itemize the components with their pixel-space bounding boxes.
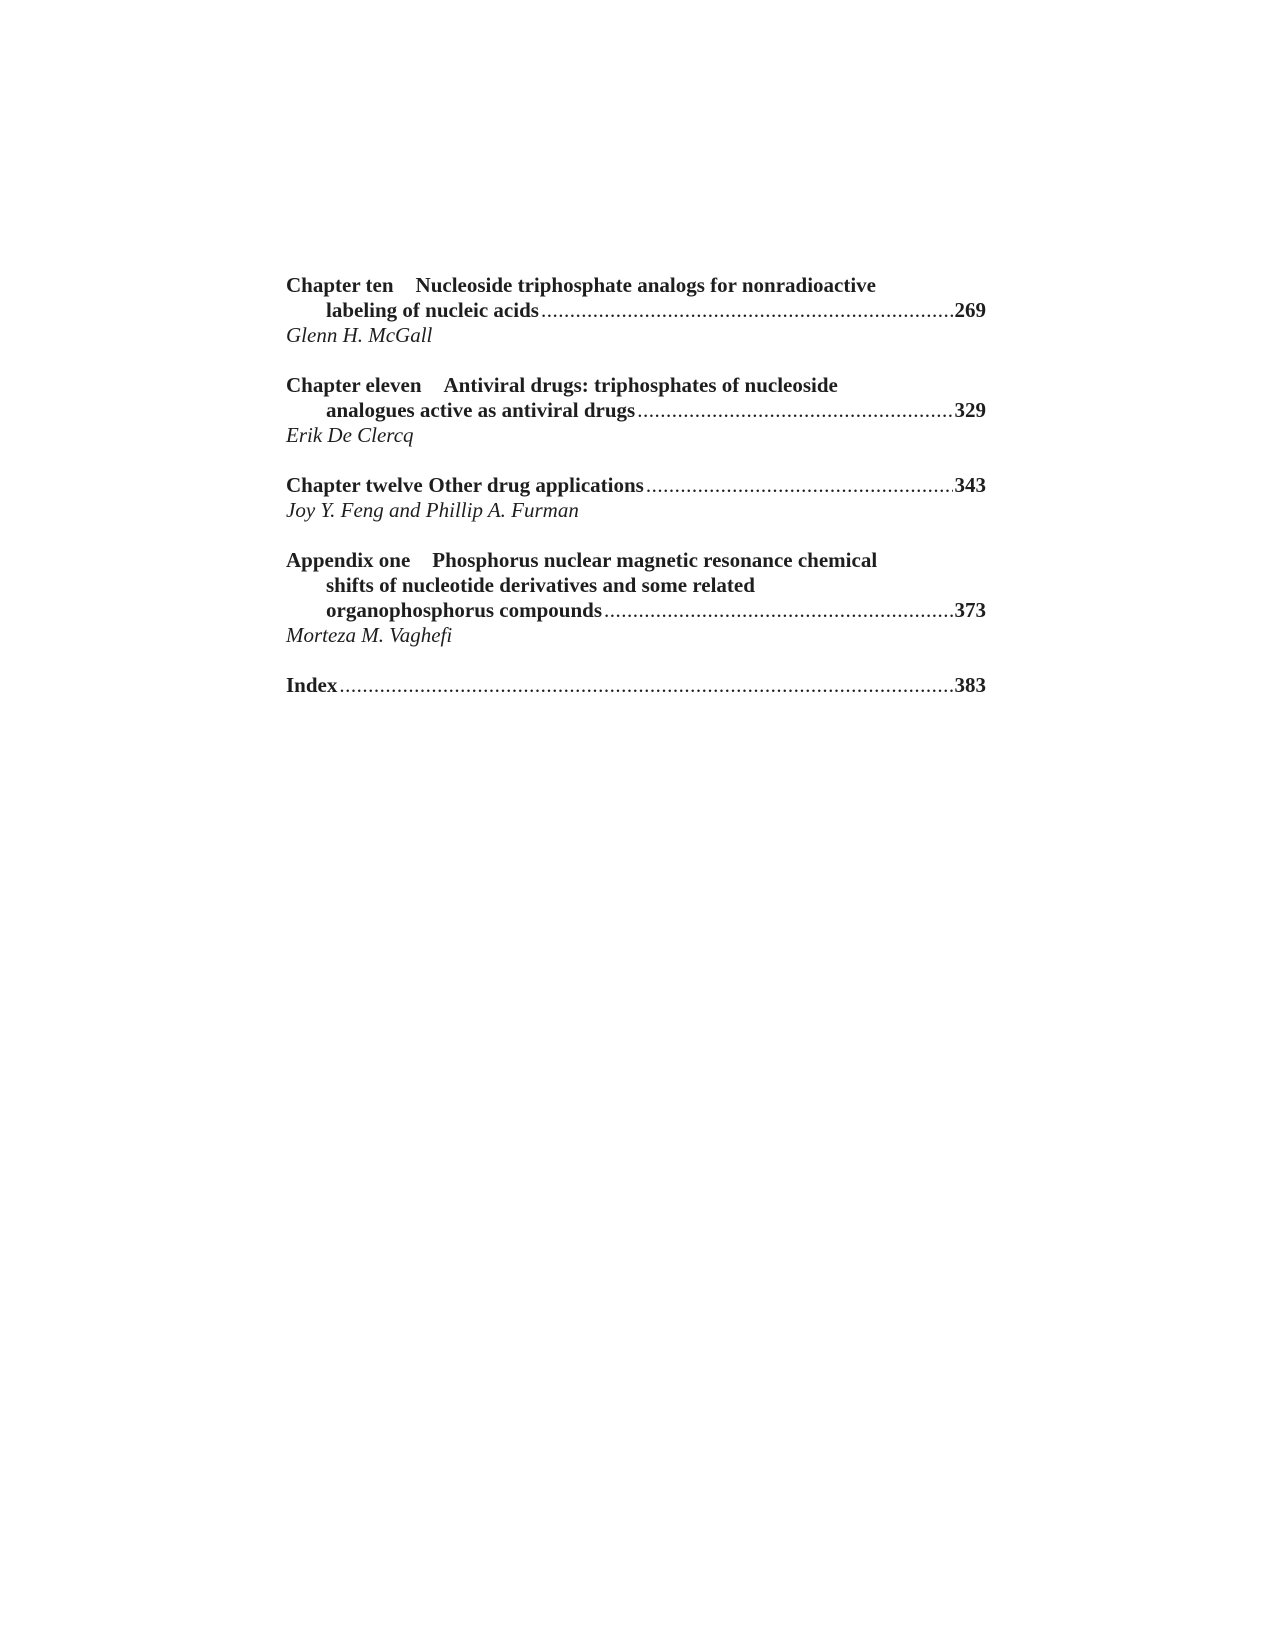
chapter-author: Morteza M. Vaghefi [286,623,453,647]
chapter-title: Nucleoside triphosphate analogs for nonradioactive [415,273,876,297]
toc-entry-title-line [286,298,986,323]
toc-entry-title-line [286,473,986,498]
toc-entry-chapter-eleven [286,373,986,448]
index-label: Index [286,673,338,697]
toc-entry-chapter-twelve [286,473,986,523]
chapter-title: organophosphorus compounds [326,598,603,622]
page-number: 269 [954,298,986,322]
dot-leader [604,598,952,623]
chapter-label: Appendix one [286,548,411,572]
toc-entry-index [286,673,986,698]
chapter-label: Chapter twelve [286,473,423,497]
chapter-title: analogues active as antiviral drugs [326,398,636,422]
chapter-label: Chapter ten [286,273,394,297]
toc-entry-chapter-ten [286,273,986,348]
chapter-title: shifts of nucleotide derivatives and some related [326,573,755,597]
chapter-author: Glenn H. McGall [286,323,433,347]
toc-entry-title-line [286,548,986,573]
page-number: 383 [954,673,986,697]
toc-entry-title-line [286,573,986,598]
chapter-title: labeling of nucleic acids [326,298,539,322]
chapter-title: Other drug applications [428,473,644,497]
toc-entry-title-line [286,598,986,623]
page-number: 329 [954,398,986,422]
toc-entry-appendix-one [286,548,986,648]
chapter-author: Joy Y. Feng and Phillip A. Furman [286,498,579,522]
toc-entry-title-line [286,273,986,298]
toc-entry-title-line [286,398,986,423]
chapter-title: Phosphorus nuclear magnetic resonance chemical [432,548,878,572]
dot-leader [339,673,952,698]
table-of-contents [286,273,986,723]
chapter-author: Erik De Clercq [286,423,414,447]
chapter-label: Chapter eleven [286,373,422,397]
dot-leader [541,298,953,323]
chapter-title: Antiviral drugs: triphosphates of nucleoside [443,373,838,397]
toc-entry-title-line [286,373,986,398]
page-number: 343 [954,473,986,497]
page-number: 373 [954,598,986,622]
toc-entry-title-line [286,673,986,698]
dot-leader [646,473,953,498]
dot-leader [637,398,952,423]
